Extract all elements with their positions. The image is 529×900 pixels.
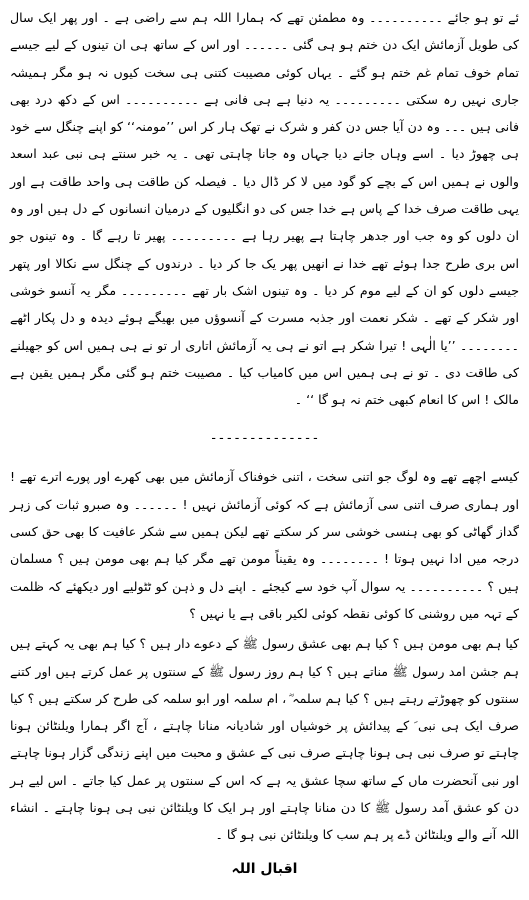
paragraph-questions: کیا ہم بھی مومن ہیں ؟ کیا ہم بھی عشق رسول ﷺ کے دعوے دار ہیں ؟ کیا ہم بھی یہ کہتے ہیں ہم جشن امد رسول ﷺ مناتے ہیں ؟ کیا ہم روز رسول ﷺ کے سنتوں پر عمل کرتے ہیں اور کتنے سنتوں کو چھوڑتے رہتے ہیں ؟ کیا ہم سلمہ ؓ ، ام سلمہ اور ابو سلمہ کی طرح کر سکتے ہیں ؟ کیا صرف ایک ہی نبی ؐ کے پیدائش پر خوشیاں اور شادیانہ منانا چاہتے ، آج اگر ہمارا ویلنٹائن ہونا چاہتے تو صرف نبی ہی ہونا چاہتے صرف نبی کے عشق و محبت میں اپنے زندگی گزار ہونا چاہتے اور نبی آنحضرت ماں کے ساتھ سچا عشق یہ ہے کہ اس کے سنتوں پر عمل کیا جاتے ۔ اس لیے ہر دن کو عشق آمد رسول ﷺ کا دن منانا چاہتے اور ہر ایک کا ویلنٹائن نبی ہی ہونا چاہتے ۔ انشاء اللہ آنے والے ویلنٹائن ڈے پر ہم سب کا ویلنٹائن نبی ہو گا ۔ bbox=[10, 636, 519, 843]
paragraph-reflection: کیسے اچھے تھے وہ لوگ جو اتنی سخت ، اتنی خوفناک آزمائش میں بھی کھرے اور پورے اترے تھے ! اور ہماری صرف اتنی سی آزمائش ہے کہ کوئی آزمائش نہیں ! ۔۔۔۔۔۔ وہ صبرو ثبات کی زہر گداز گھاٹی کو بھی ہنسی خوشی سر کر سکتے تھے لیکن ہمیں سے شکر عافیت کا بھی حق کسی درجہ میں ادا نہیں ہوتا ! ۔۔۔۔۔۔۔۔ وہ یقیناً مومن تھے مگر کیا ہم بھی مومن ہیں ؟ مسلمان ہیں ؟ ۔۔۔۔۔۔۔۔۔۔ یہ سوال آپ خود سے کیجئے ۔ اپنے دل و ذہن کو ٹٹولیے اور دیکھئے کہ ظلمت کے تہہ میں روشنی کا کوئی نقطہ کوئی لکیر باقی ہے یا نہیں ؟ bbox=[10, 469, 519, 621]
paragraph-story-end: ئے تو ہو جائے ۔۔۔۔۔۔۔۔۔۔ وہ مطمئن تھے کہ ہمارا اللہ ہم سے راضی ہے ۔ اور پھر ایک سال کی طویل آزمائش ایک دن ختم ہو ہی گئی ۔۔۔۔۔۔ اور اس کے ساتھ ہی ان تینوں کے لیے جیسے تمام خوف تمام غم ختم ہو گئے ۔ یہاں کوئی مصیبت کتنی ہی سخت کیوں نہ ہو مگر ہمیشہ جاری نہیں رہ سکتی ۔۔۔۔۔۔۔۔۔ یہ دنیا ہے ہی فانی ہے ۔۔۔۔۔۔۔۔۔۔ اس کے دکھ درد بھی فانی ہیں ۔۔۔ وہ دن آیا جس دن کفر و شرک نے تھک ہار کر اس ’’مومنہ‘‘ کو اپنے چنگل سے خود ہی چھوڑ دیا ۔ اسے وہاں جانے دیا جہاں وہ جانا چاہتی تھی ۔ یہ خبر سنتے ہی نبی عبد اسعد والوں نے ہمیں اس کے بچے کو گود میں لا کر ڈال دیا ۔ فیصلہ کن طاقت ہی واحد طاقت ہے اور یہی طاقت صرف خدا کے پاس ہے خدا جس کی دو انگلیوں کے درمیان انسانوں کے دل ہیں اور وہ ان دلوں کو وہ جب اور جدھر چاہتا ہے پھیر رہا ہے ۔۔۔۔۔۔۔۔۔ پھیر تا رہے گا ۔ وہ تینوں جو اس بری طرح جدا ہوئے تھے خدا نے انھیں پھر یک جا کر دیا ۔ درندوں کے چنگل سے نکالا اور پتھر جیسے دلوں کو ان کے لیے موم کر دیا ۔ وہ تینوں اشک بار تھے ۔۔۔۔۔۔۔۔۔ مگر یہ آنسو خوشی اور شکر کے تھے ۔ شکر نعمت اور جذبہ مسرت کے آنسوؤں میں بھیگے ہوئے دیدہ و دل پکار اٹھے ۔۔۔۔۔۔۔۔ ’’یا الٰہی ! تیرا شکر ہے اتو نے ہی یہ آزمائش اتاری ار تو نے ہی ہمیں اس کو جھیلنے کی طاقت دی ۔ تو نے ہی ہمیں اس میں کامیاب کیا ۔ مصیبت ختم ہو گئی مگر ہمیں یقین ہے مالک ! اس کا انعام کبھی ختم نہ ہو گا ‘‘ ۔ bbox=[10, 10, 519, 408]
section-divider: -------------- bbox=[209, 431, 320, 447]
author-signature: اقبال اللہ bbox=[231, 860, 298, 877]
